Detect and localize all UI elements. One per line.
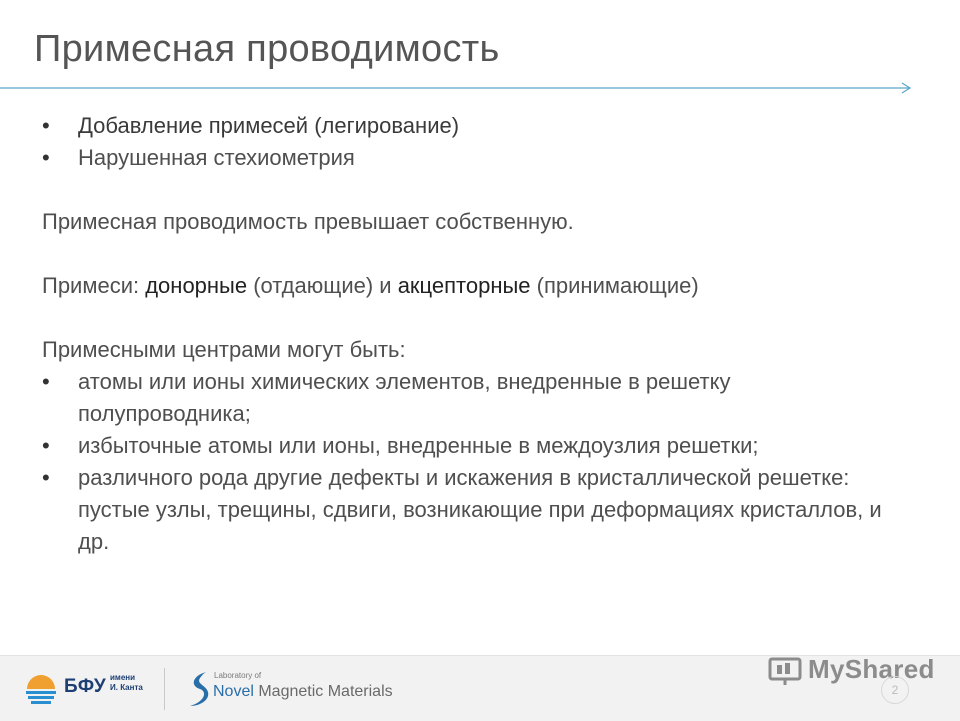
list-item: • атомы или ионы химических элементов, внедренные в решетку полупроводника;: [42, 366, 902, 430]
bfu-subtitle-line: И. Канта: [110, 683, 143, 692]
bfu-subtitle-line: имени: [110, 673, 136, 682]
acceptor-term: акцепторные: [397, 273, 531, 298]
presentation-board-icon: [767, 656, 807, 686]
acceptor-note: (принимающие): [530, 273, 699, 298]
slide-title: Примесная проводимость: [34, 28, 500, 70]
centers-intro: Примесными центрами могут быть:: [42, 337, 406, 362]
lab-name-part: Magnetic Materials: [253, 683, 393, 700]
centers-bullet-list: [42, 366, 902, 558]
lab-name: [213, 683, 393, 701]
bfu-subtitle: [110, 673, 160, 693]
list-item: • Добавление примесей (легирование): [42, 110, 902, 142]
impurities-line: [42, 270, 902, 302]
top-bullet-list: [42, 110, 902, 174]
list-item: • Нарушенная стехиометрия: [42, 142, 902, 174]
footer-divider: [164, 668, 165, 710]
title-rule-arrow: [0, 80, 920, 96]
bfu-abbreviation: БФУ: [64, 676, 107, 697]
bfu-sun-logo-icon: [24, 672, 58, 706]
conductivity-statement: Примесная проводимость превышает собственную.: [42, 209, 574, 234]
donor-term: донорные: [145, 273, 248, 298]
impurities-prefix: Примеси:: [42, 273, 146, 298]
page-number: 2: [881, 676, 909, 704]
list-item: • избыточные атомы или ионы, внедренные в междоузлия решетки;: [42, 430, 902, 462]
list-item: • различного рода другие дефекты и искажения в кристаллической решетке: пустые узлы, трещины, сдвиги, возникающие при деформациях кристаллов, и др.: [42, 462, 902, 558]
nmm-swoosh-logo-icon: [186, 670, 212, 708]
watermark-text: MyShared: [808, 654, 935, 684]
lab-label: Laboratory of: [214, 671, 262, 680]
lab-name-part: Novel: [213, 683, 254, 700]
slide-content: [42, 110, 902, 558]
donor-note: (отдающие) и: [247, 273, 398, 298]
